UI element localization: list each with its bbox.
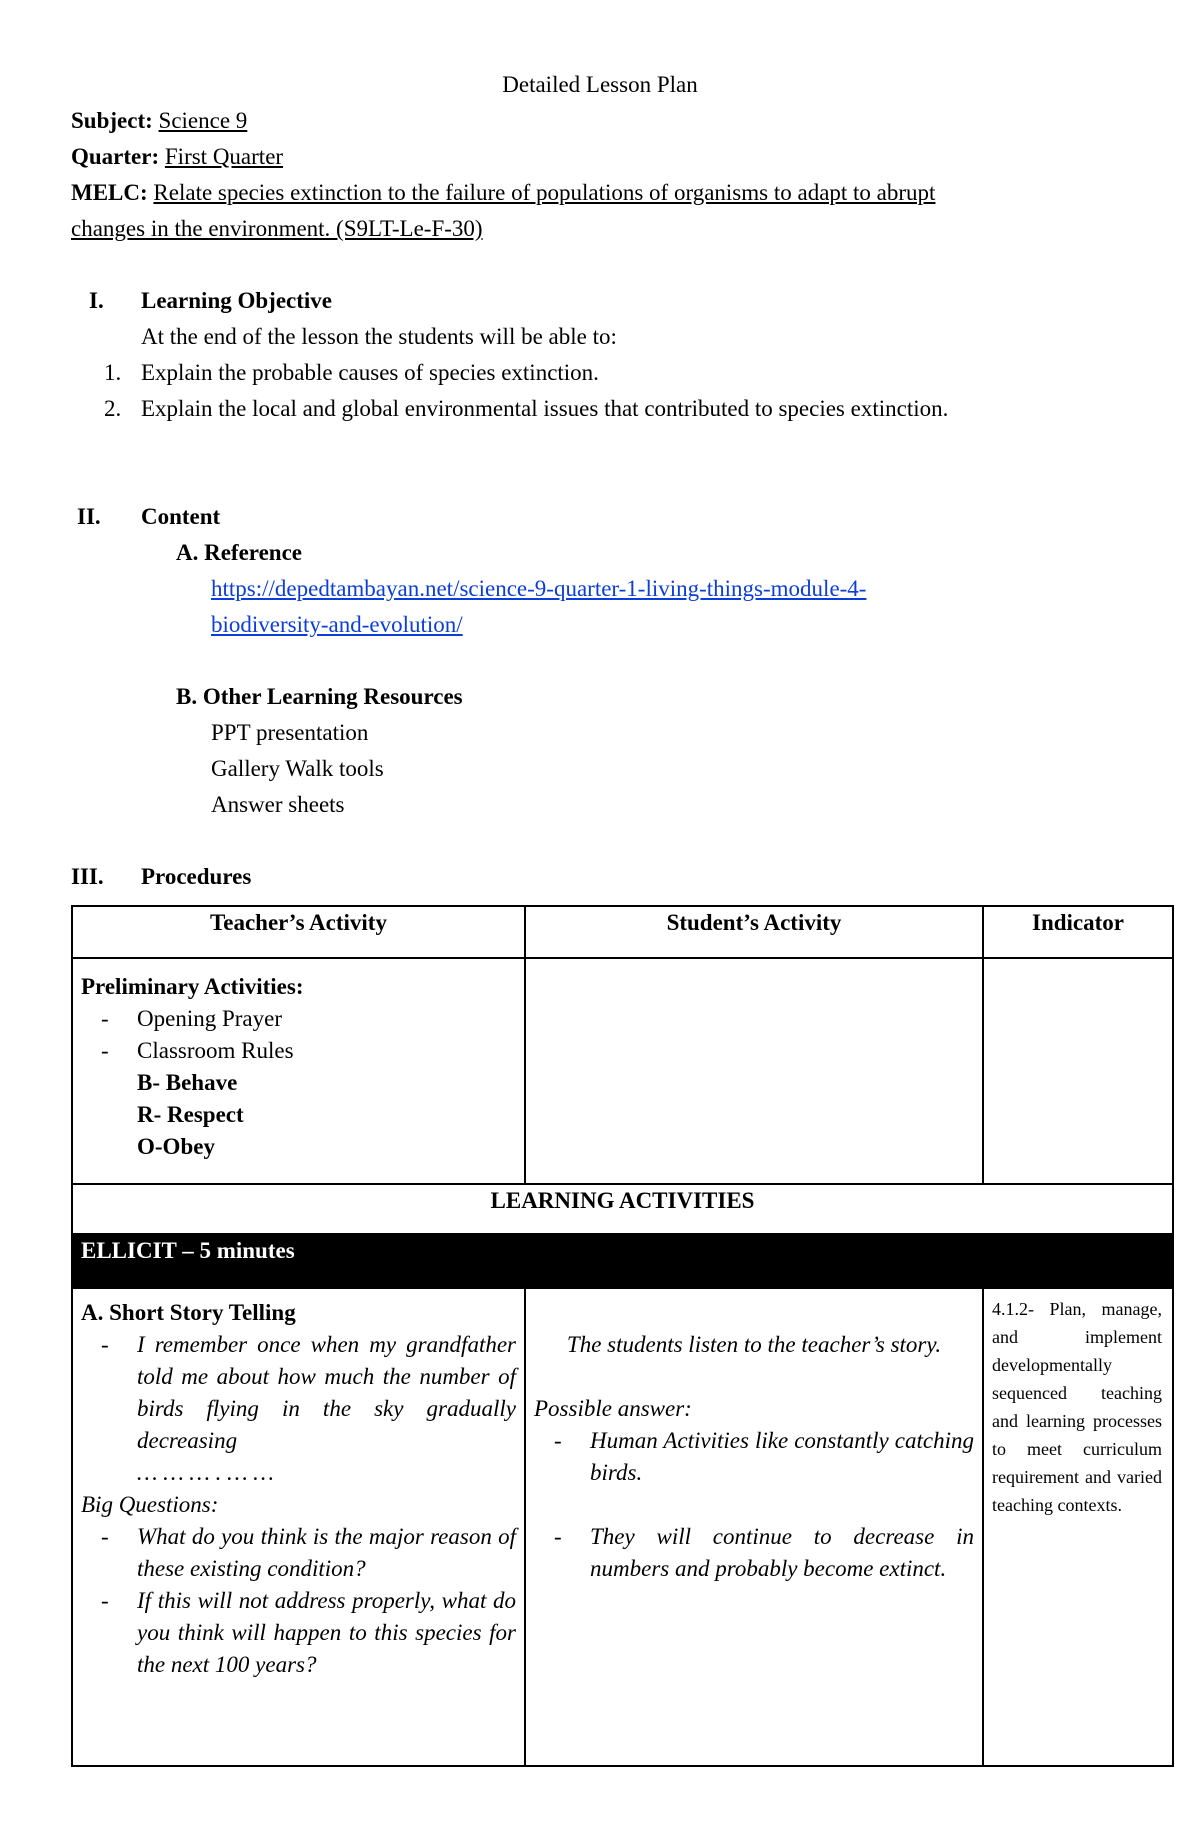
list-item xyxy=(101,1329,516,1489)
objective-2: Explain the local and global environmental issues that contributed to species extinction. xyxy=(141,396,949,421)
ellicit-row xyxy=(72,1234,1173,1288)
quarter-value: First Quarter xyxy=(164,144,284,169)
possible-answer-label: Possible answer: xyxy=(534,1396,692,1421)
rule-obey: O-Obey xyxy=(137,1134,215,1159)
short-story-row xyxy=(72,1288,1173,1766)
preliminary-indicator-cell xyxy=(983,958,1173,1184)
procedures-table xyxy=(71,905,1174,1767)
story-ellipsis: … … … . … … xyxy=(137,1460,274,1485)
section-2-numeral: II. xyxy=(77,504,101,529)
story-list xyxy=(81,1329,516,1489)
objective-intro: At the end of the lesson the students will be able to: xyxy=(141,324,617,349)
section-2-heading: Content xyxy=(141,504,221,529)
resource-item: Answer sheets xyxy=(211,792,345,817)
short-story-heading: A. Short Story Telling xyxy=(81,1300,296,1325)
resource-item: Gallery Walk tools xyxy=(211,756,384,781)
indicator-cell xyxy=(983,1288,1173,1766)
quarter-line xyxy=(71,144,283,170)
preliminary-heading: Preliminary Activities: xyxy=(81,974,304,999)
reference-label: A. Reference xyxy=(176,540,303,565)
short-story-cell xyxy=(72,1288,525,1766)
other-resources-label: B. Other Learning Resources xyxy=(176,684,463,709)
list-item: - Classroom Rules xyxy=(101,1035,516,1067)
subject-line xyxy=(71,108,247,134)
resource-item: PPT presentation xyxy=(211,720,369,745)
header-student-activity: Student’s Activity xyxy=(525,906,983,958)
melc-line-1 xyxy=(71,180,935,206)
indicator-text: 4.1.2- Plan, manage, and implement developmentally sequenced teaching and learning processes to meet curriculum requirement and varied teaching contexts. xyxy=(992,1299,1162,1515)
preliminary-list xyxy=(81,1003,516,1067)
table-header-row xyxy=(72,906,1173,958)
student-listen-text: The students listen to the teacher’s story. xyxy=(566,1332,942,1357)
rule-behave: B- Behave xyxy=(137,1070,238,1095)
preliminary-student-cell xyxy=(525,958,983,1184)
reference-link-line-2[interactable]: biodiversity-and-evolution/ xyxy=(211,612,463,637)
preliminary-cell xyxy=(72,958,525,1184)
reference-link-line-1[interactable]: https://depedtambayan.net/science-9-quarter-1-living-things-module-4- xyxy=(211,576,867,601)
big-questions-list xyxy=(81,1521,516,1681)
melc-text-1: Relate species extinction to the failure of populations of organisms to adapt to abrupt xyxy=(153,180,936,205)
possible-answers-list xyxy=(534,1425,974,1585)
list-item: - If this will not address properly, what do you think will happen to this species for the next 100 years? xyxy=(101,1585,516,1681)
header-teacher-activity: Teacher’s Activity xyxy=(72,906,525,958)
section-3-heading: Procedures xyxy=(141,864,252,889)
objective-1: Explain the probable causes of species extinction. xyxy=(141,360,599,385)
section-1-heading: Learning Objective xyxy=(141,288,332,313)
subject-label: Subject: xyxy=(71,108,153,133)
big-questions-label: Big Questions: xyxy=(81,1492,219,1517)
section-1-numeral: I. xyxy=(89,288,104,313)
quarter-label: Quarter: xyxy=(71,144,160,169)
ellicit-heading: ELLICIT – 5 minutes xyxy=(72,1234,1173,1288)
list-item: - Opening Prayer xyxy=(101,1003,516,1035)
learning-activities-heading: LEARNING ACTIVITIES xyxy=(72,1184,1173,1234)
list-item: - What do you think is the major reason of these existing condition? xyxy=(101,1521,516,1585)
header-indicator: Indicator xyxy=(983,906,1173,958)
preliminary-row xyxy=(72,958,1173,1184)
melc-label: MELC: xyxy=(71,180,148,205)
list-item: - They will continue to decrease in numbers and probably become extinct. xyxy=(554,1521,974,1585)
document-title: Detailed Lesson Plan xyxy=(502,72,698,97)
rule-respect: R- Respect xyxy=(137,1102,244,1127)
objective-1-number: 1. xyxy=(104,360,122,385)
objective-2-number: 2. xyxy=(104,396,122,421)
learning-activities-row xyxy=(72,1184,1173,1234)
student-response-cell xyxy=(525,1288,983,1766)
story-text: I remember once when my grandfather told me about how much the number of birds flying in the sky gradually decreasing xyxy=(137,1332,516,1453)
melc-text-2: changes in the environment. (S9LT-Le-F-30) xyxy=(71,216,483,241)
list-item: - Human Activities like constantly catching birds. xyxy=(554,1425,974,1489)
section-3-numeral: III. xyxy=(71,864,104,889)
subject-value: Science 9 xyxy=(158,108,248,133)
